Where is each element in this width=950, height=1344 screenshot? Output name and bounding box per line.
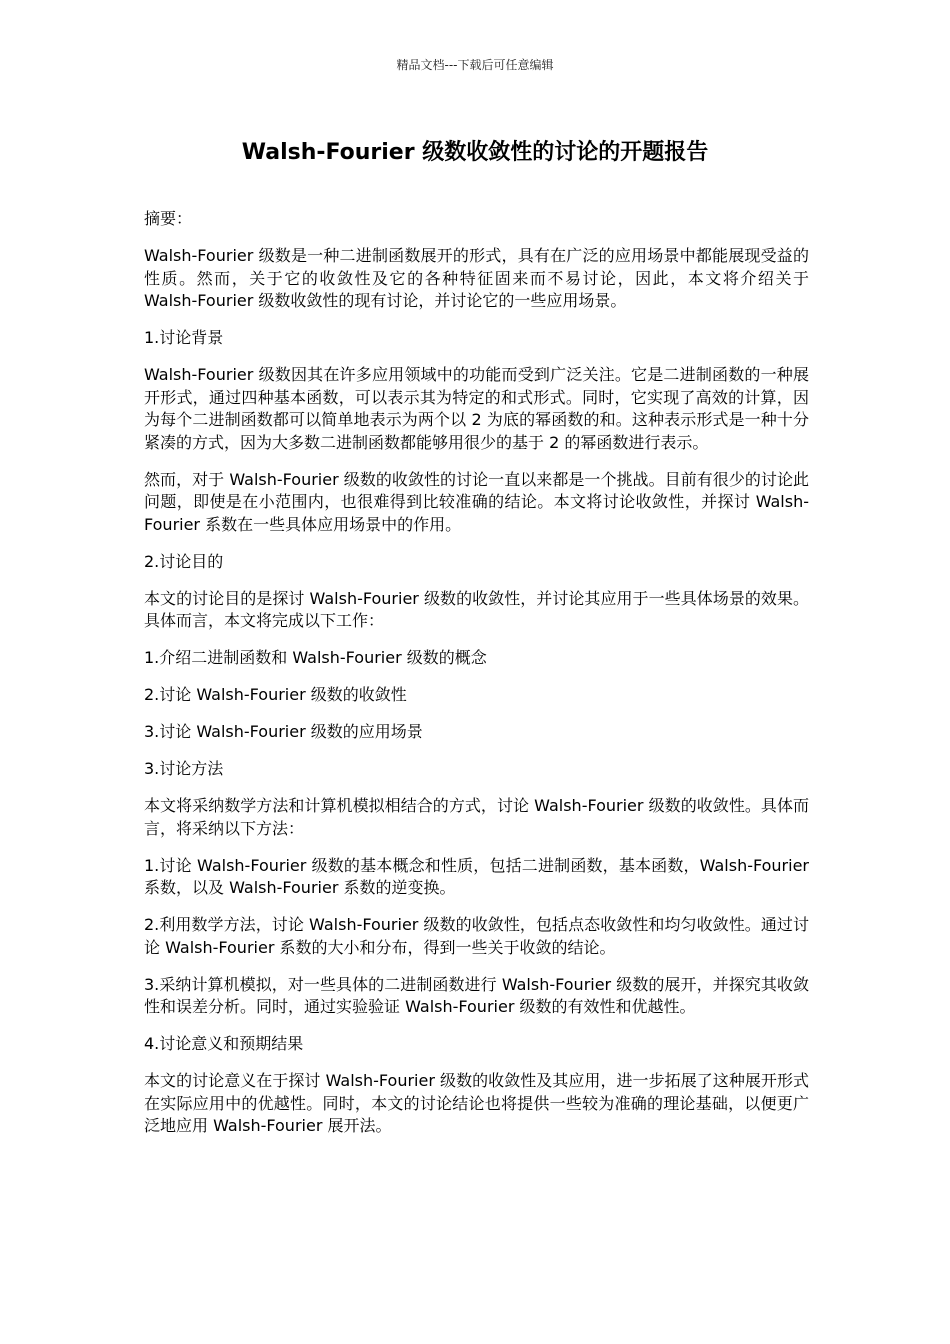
background-paragraph-1: Walsh-Fourier 级数因其在许多应用领域中的功能而受到广泛关注。它是二进制函数的一种展开形式，通过四种基本函数，可以表示其为特定的和式形式。同时，它实现了高效的计算，因为每个二进制函数都可以简单地表示为两个以 2 为底的幂函数的和。这种表示形式是一种十分紧凑的方式，因为大多数二进制函数都能够用很少的基于 2 的幂函数进行表示。 — [144, 365, 809, 452]
method-item-3: 3.采纳计算机模拟，对一些具体的二进制函数进行 Walsh-Fourier 级数的展开，并探究其收敛性和误差分析。同时，通过实验验证 Walsh-Fourier 级数的有效性和优越性。 — [144, 974, 809, 1016]
method-item-2: 2.利用数学方法，讨论 Walsh-Fourier 级数的收敛性，包括点态收敛性和均匀收敛性。通过讨论 Walsh-Fourier 系数的大小和分布，得到一些关于收敛的结论。 — [144, 915, 809, 957]
significance-paragraph: 本文的讨论意义在于探讨 Walsh-Fourier 级数的收敛性及其应用，进一步拓展了这种展开形式在实际应用中的优越性。同时，本文的讨论结论也将提供一些较为准确的理论基础，以便更广泛地应用 Walsh-Fourier 展开法。 — [144, 1071, 809, 1135]
document-title: Walsh-Fourier 级数收敛性的讨论的开题报告 — [241, 140, 709, 165]
abstract-label: 摘要： — [144, 209, 193, 228]
background-paragraph-2: 然而，对于 Walsh-Fourier 级数的收敛性的讨论一直以来都是一个挑战。目前有很少的讨论此问题，即使是在小范围内，也很难得到比较准确的结论。本文将讨论收敛性，并探讨 Walsh-Fourier 系数在一些具体应用场景中的作用。 — [144, 469, 809, 534]
document-body — [144, 208, 809, 1152]
purpose-item-1: 1.介绍二进制函数和 Walsh-Fourier 级数的概念 — [144, 648, 487, 667]
section-heading-purpose: 2.讨论目的 — [144, 551, 224, 571]
section-heading-method: 3.讨论方法 — [144, 759, 224, 778]
section-heading-significance: 4.讨论意义和预期结果 — [144, 1034, 304, 1053]
method-item-1: 1.讨论 Walsh-Fourier 级数的基本概念和性质，包括二进制函数，基本函数，Walsh-Fourier 系数，以及 Walsh-Fourier 系数的逆变换。 — [144, 855, 809, 897]
method-paragraph: 本文将采纳数学方法和计算机模拟相结合的方式，讨论 Walsh-Fourier 级数的收敛性。具体而言，将采纳以下方法： — [144, 796, 809, 838]
purpose-item-2: 2.讨论 Walsh-Fourier 级数的收敛性 — [144, 685, 407, 704]
page-header: 精品文档---下载后可任意编辑 — [396, 58, 554, 72]
purpose-paragraph: 本文的讨论目的是探讨 Walsh-Fourier 级数的收敛性，并讨论其应用于一些具体场景的效果。具体而言，本文将完成以下工作： — [144, 588, 809, 630]
section-heading-background: 1.讨论背景 — [144, 328, 224, 347]
purpose-item-3: 3.讨论 Walsh-Fourier 级数的应用场景 — [144, 722, 423, 741]
abstract-paragraph: Walsh-Fourier 级数是一种二进制函数展开的形式，具有在广泛的应用场景中都能展现受益的性质。然而，关于它的收敛性及它的各种特征固来而不易讨论，因此，本文将介绍关于 Walsh-Fourier 级数收敛性的现有讨论，并讨论它的一些应用场景。 — [144, 246, 809, 310]
